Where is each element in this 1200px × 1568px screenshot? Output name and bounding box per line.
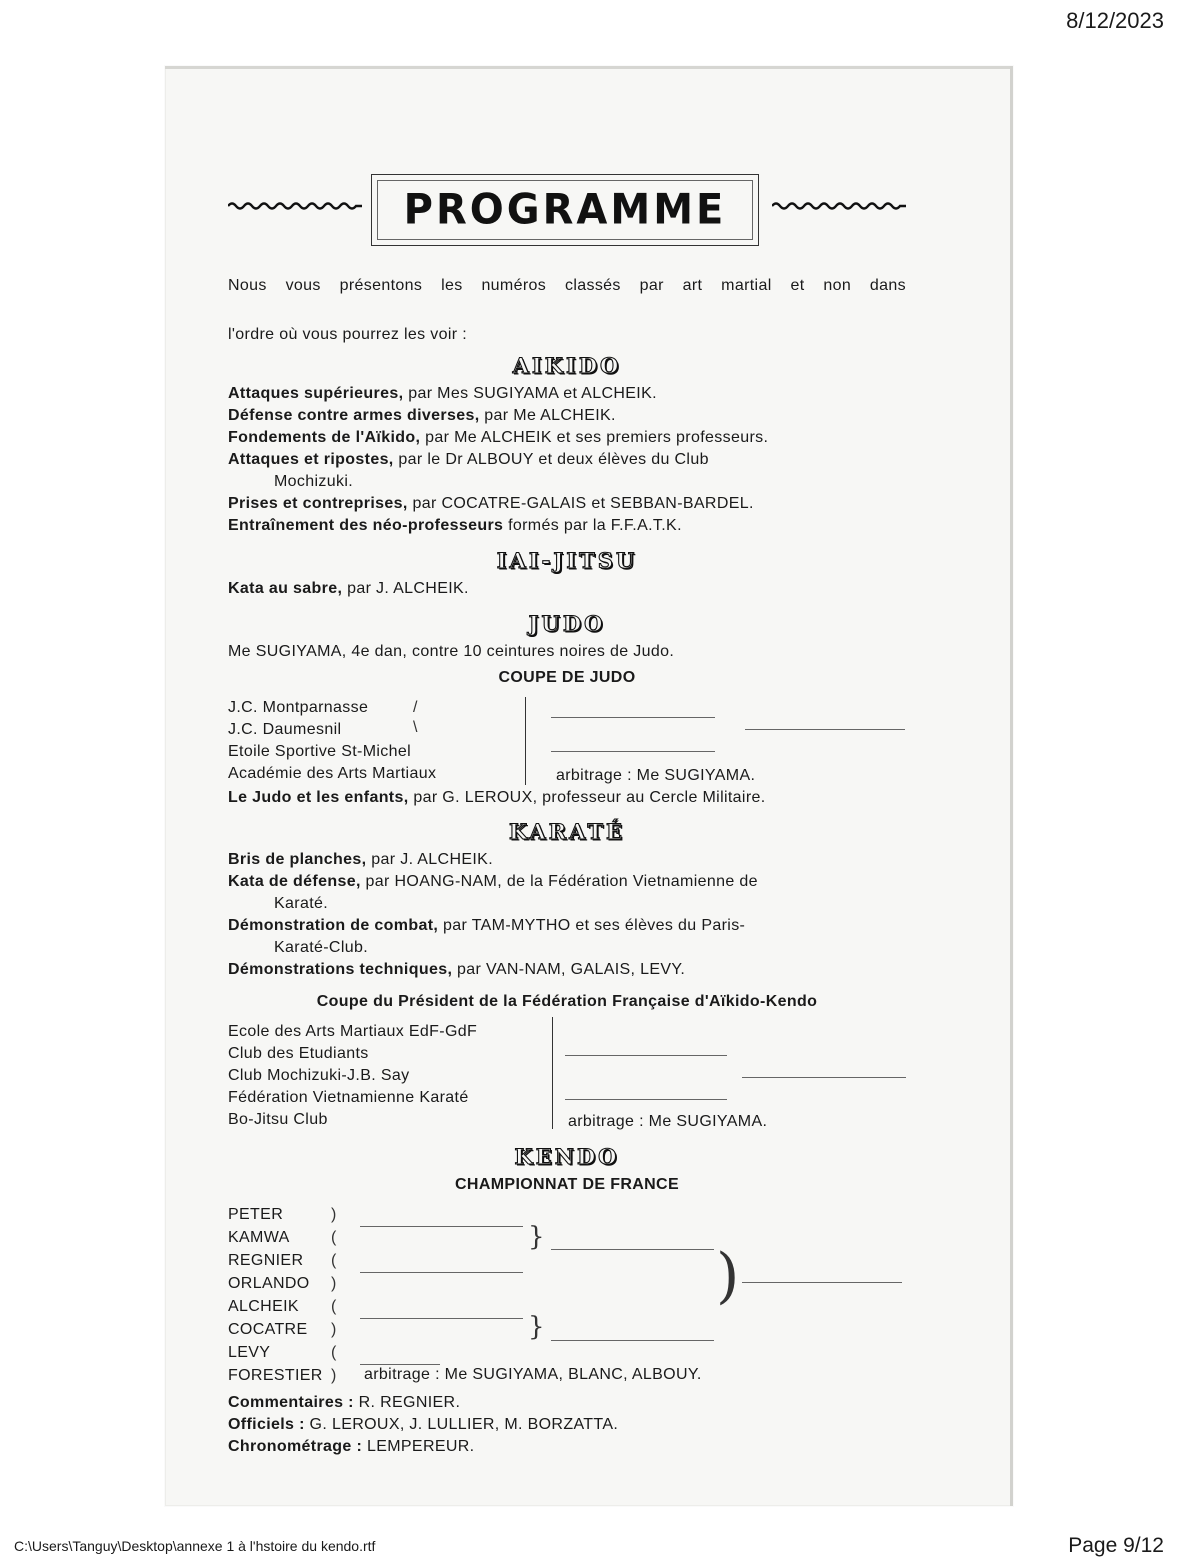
team-name: Etoile Sportive St-Michel: [228, 743, 412, 760]
bracket-mark: (: [331, 1298, 337, 1315]
team-name: Fédération Vietnamienne Karaté: [228, 1089, 469, 1106]
file-path: C:\Users\Tanguy\Desktop\annexe 1 à l'hstoire du kendo.rtf: [14, 1538, 376, 1554]
judo-bracket: [228, 697, 906, 787]
page-number: Page 9/12: [1068, 1534, 1164, 1557]
player-name: COCATRE: [228, 1321, 308, 1338]
blank-line: [565, 1055, 727, 1056]
list-item: Défense contre armes diverses, par Me ALCHEIK.: [228, 407, 616, 424]
bracket-mark: /: [413, 699, 418, 716]
cup-title-judo: COUPE DE JUDO: [498, 669, 636, 686]
team-name: Bo-Jitsu Club: [228, 1111, 328, 1128]
bracket-mark: ): [331, 1367, 337, 1384]
blank-line: [565, 1099, 727, 1100]
scanned-page: [165, 66, 1013, 1506]
bracket-mark: ): [331, 1206, 337, 1223]
list-item: Bris de planches, par J. ALCHEIK.: [228, 851, 493, 868]
bracket-mark: }: [528, 1222, 545, 1252]
cup-title-kendo: CHAMPIONNAT DE FRANCE: [455, 1176, 679, 1193]
programme-content: [228, 174, 906, 1458]
section-title-karate: KARATÉ: [509, 819, 625, 844]
bracket-mark: (: [331, 1252, 337, 1269]
intro-line-1: Nous vous présentons les numéros classés par art martial et non dans: [228, 277, 906, 294]
player-name: LEVY: [228, 1344, 271, 1361]
section-title-aikido: AIKIDO: [512, 353, 622, 378]
list-item-continuation: Karaté.: [274, 895, 329, 912]
aikido-list: [228, 383, 906, 537]
list-item: Kata au sabre, par J. ALCHEIK.: [228, 580, 469, 597]
cup-title-president: Coupe du Président de la Fédération Française d'Aïkido-Kendo: [316, 993, 818, 1010]
list-item: Kata de défense, par HOANG-NAM, de la Fédération Vietnamienne de: [228, 873, 758, 890]
player-name: KAMWA: [228, 1229, 290, 1246]
blank-line: [742, 1282, 902, 1283]
player-name: FORESTIER: [228, 1367, 323, 1384]
bracket-divider: [552, 1017, 553, 1129]
list-item-continuation: Karaté-Club.: [274, 939, 369, 956]
player-name: ORLANDO: [228, 1275, 310, 1292]
karate-bracket: [228, 1021, 906, 1133]
list-item: Fondements de l'Aïkido, par Me ALCHEIK et ses premiers professeurs.: [228, 429, 769, 446]
list-item: Le Judo et les enfants, par G. LEROUX, professeur au Cercle Militaire.: [228, 789, 766, 806]
team-name: Ecole des Arts Martiaux EdF-GdF: [228, 1023, 478, 1040]
arbitrage-kendo: arbitrage : Me SUGIYAMA, BLANC, ALBOUY.: [364, 1366, 702, 1383]
bracket-mark: \: [413, 719, 418, 736]
blank-line: [360, 1318, 523, 1319]
page-title: PROGRAMME: [403, 185, 727, 235]
credit-line: Commentaires : R. REGNIER.: [228, 1394, 461, 1411]
blank-line: [360, 1226, 523, 1227]
karate-list: [228, 849, 906, 981]
wave-ornament-left: [228, 200, 362, 212]
judo-line: Me SUGIYAMA, 4e dan, contre 10 ceintures noires de Judo.: [228, 643, 675, 660]
team-name: J.C. Daumesnil: [228, 721, 342, 738]
title-box: [371, 174, 759, 246]
intro-line-2: l'ordre où vous pourrez les voir :: [228, 326, 468, 343]
section-title-iai-jitsu: IAI-JITSU: [496, 548, 638, 573]
credit-line: Chronométrage : LEMPEREUR.: [228, 1438, 475, 1455]
wave-ornament-right: [772, 200, 906, 212]
bracket-mark: ): [331, 1275, 337, 1292]
team-name: Académie des Arts Martiaux: [228, 765, 437, 782]
arbitrage-karate: arbitrage : Me SUGIYAMA.: [568, 1113, 768, 1130]
list-item: Démonstration de combat, par TAM-MYTHO et ses élèves du Paris-: [228, 917, 746, 934]
list-item: Attaques supérieures, par Mes SUGIYAMA et ALCHEIK.: [228, 385, 657, 402]
bracket-mark: (: [331, 1229, 337, 1246]
blank-line: [745, 729, 905, 730]
blank-line: [551, 751, 715, 752]
credits: [228, 1392, 906, 1458]
team-name: J.C. Montparnasse: [228, 699, 369, 716]
bracket-mark: }: [528, 1312, 545, 1342]
bracket-mark: ): [331, 1321, 337, 1338]
list-item: Prises et contreprises, par COCATRE-GALAIS et SEBBAN-BARDEL.: [228, 495, 754, 512]
kendo-bracket: [228, 1204, 906, 1388]
blank-line: [551, 1340, 714, 1341]
bracket-divider: [525, 697, 526, 785]
team-name: Club Mochizuki-J.B. Say: [228, 1067, 410, 1084]
list-item: Démonstrations techniques, par VAN-NAM, GALAIS, LEVY.: [228, 961, 686, 978]
blank-line: [551, 1249, 714, 1250]
print-date: 8/12/2023: [1066, 8, 1164, 33]
team-name: Club des Etudiants: [228, 1045, 369, 1062]
player-name: REGNIER: [228, 1252, 304, 1269]
arbitrage-judo: arbitrage : Me SUGIYAMA.: [556, 767, 756, 784]
list-item: Attaques et ripostes, par le Dr ALBOUY et deux élèves du Club: [228, 451, 709, 468]
bracket-mark: (: [331, 1344, 337, 1361]
player-name: ALCHEIK: [228, 1298, 299, 1315]
list-item: Entraînement des néo-professeurs formés par la F.F.A.T.K.: [228, 517, 682, 534]
list-item-continuation: Mochizuki.: [274, 473, 354, 490]
bracket-mark: ): [716, 1241, 740, 1311]
section-title-kendo: KENDO: [514, 1144, 620, 1169]
credit-line: Officiels : G. LEROUX, J. LULLIER, M. BORZATTA.: [228, 1416, 619, 1433]
section-title-judo: JUDO: [528, 611, 606, 636]
title-row: [228, 174, 906, 248]
blank-line: [551, 717, 715, 718]
blank-line: [742, 1077, 906, 1078]
blank-line: [360, 1272, 523, 1273]
player-name: PETER: [228, 1206, 284, 1223]
